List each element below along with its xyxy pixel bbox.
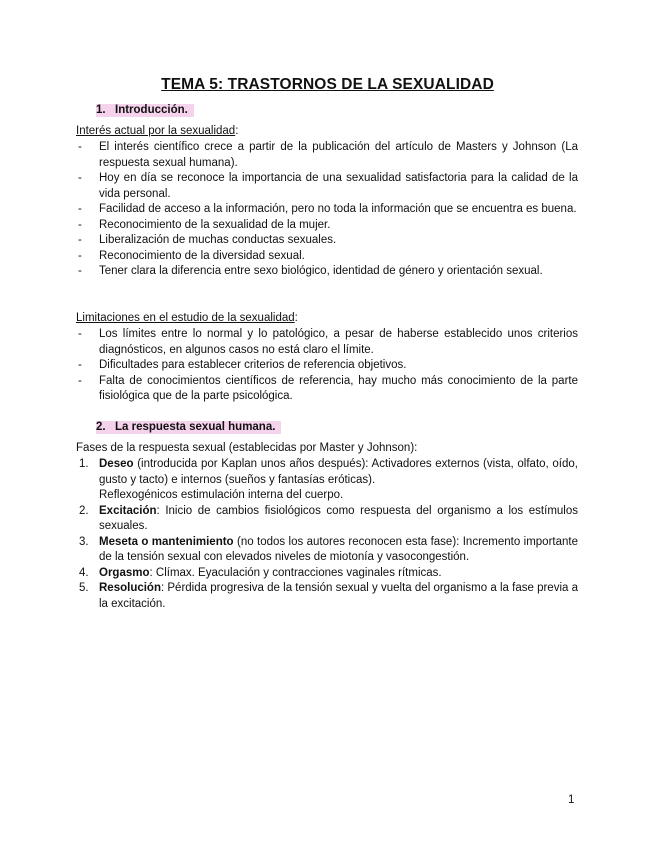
section-2-title: La respuesta sexual humana. <box>115 421 276 433</box>
list-item <box>76 171 578 202</box>
phase-text: (no todos los autores reconocen esta fase): Incremento importante de la tensión sexual con elevados niveles de miotonía y vasocongestión. <box>99 535 578 563</box>
page-number: 1 <box>568 794 575 806</box>
phase-term: Resolución <box>99 582 161 594</box>
dash-marker: - <box>78 203 82 215</box>
list-item <box>76 327 578 358</box>
phase-item-deseo <box>76 457 578 504</box>
block-limitaciones-title-text: Limitaciones en el estudio de la sexualidad <box>76 312 295 324</box>
phase-term: Excitación <box>99 504 157 517</box>
dash-marker: - <box>78 374 82 387</box>
list-item-text: El interés científico crece a partir de la publicación del artículo de Masters y Johnson (La respuesta sexual humana). <box>99 141 578 169</box>
section-2-highlight <box>96 421 281 434</box>
phase-text: : Clímax. Eyaculación y contracciones vaginales rítmicas. <box>149 566 442 579</box>
dash-marker: - <box>78 172 82 184</box>
list-item <box>76 264 578 280</box>
list-item <box>76 374 578 405</box>
block-interes-title <box>76 125 238 137</box>
block-limitaciones-title <box>76 312 298 324</box>
section-2-number: 2. <box>96 421 106 433</box>
interes-list <box>76 140 578 280</box>
phase-term: Orgasmo <box>99 566 150 579</box>
section-1-title: Introducción. <box>115 104 188 116</box>
phase-number: 2. <box>79 504 89 517</box>
list-item-text: Liberalización de muchas conductas sexuales. <box>99 234 337 246</box>
list-item-text: Hoy en día se reconoce la importancia de una sexualidad satisfactoria para la calidad de la vida personal. <box>99 172 578 200</box>
phases-list <box>76 457 578 612</box>
block-limitaciones-title-colon: : <box>294 312 298 324</box>
list-item-text: Falta de conocimientos científicos de referencia, hay mucho más conocimiento de la parte fisiológica que de la parte psicológica. <box>99 374 578 402</box>
dash-marker: - <box>78 265 82 277</box>
phase-text: : Pérdida progresiva de la tensión sexual y vuelta del organismo a la fase previa a la excitación. <box>99 582 578 610</box>
list-item <box>76 249 578 265</box>
dash-marker: - <box>78 359 82 371</box>
phase-number: 3. <box>79 535 89 548</box>
list-item-text: Tener clara la diferencia entre sexo biológico, identidad de género y orientación sexual. <box>99 265 543 277</box>
phase-number: 5. <box>79 582 89 594</box>
section-2-heading <box>96 421 281 433</box>
list-item-text: Facilidad de acceso a la información, pero no toda la información que se encuentra es buena. <box>99 203 577 215</box>
page-title: TEMA 5: TRASTORNOS DE LA SEXUALIDAD <box>161 76 494 93</box>
list-item-text: Los límites entre lo normal y lo patológico, a pesar de haberse establecido unos criterios diagnósticos, en algunos casos no está claro el límite. <box>99 328 578 356</box>
list-item-text: Reconocimiento de la diversidad sexual. <box>99 249 305 262</box>
dash-marker: - <box>78 218 82 231</box>
dash-marker: - <box>78 234 82 246</box>
section-1-number: 1. <box>96 104 106 116</box>
phase-term: Deseo <box>99 458 134 470</box>
list-item <box>76 140 578 171</box>
phase-text: (introducida por Kaplan unos años después): Activadores externos (vista, olfato, oído, gusto y tacto) e internos (sueños y fantasías eróticas). <box>99 458 578 486</box>
block-interes-title-colon: : <box>235 125 239 137</box>
block-interes-title-text: Interés actual por la sexualidad <box>76 125 236 137</box>
phase-number: 4. <box>79 566 89 579</box>
dash-marker: - <box>78 328 82 340</box>
section-1-heading <box>96 104 194 116</box>
list-item-text: Reconocimiento de la sexualidad de la mujer. <box>99 218 331 231</box>
list-item <box>76 358 578 374</box>
dash-marker: - <box>78 141 82 153</box>
phases-intro: Fases de la respuesta sexual (establecidas por Master y Johnson): <box>76 442 418 454</box>
phase-item-excitacion <box>76 504 578 535</box>
phase-item-resolucion <box>76 581 578 612</box>
phase-item-orgasmo <box>76 566 578 582</box>
phase-item-meseta <box>76 535 578 566</box>
phase-text: : Inicio de cambios fisiológicos como respuesta del organismo a los estímulos sexuales. <box>99 504 578 532</box>
list-item-text: Dificultades para establecer criterios de referencia objetivos. <box>99 359 407 371</box>
phase-term: Meseta o mantenimiento <box>99 535 234 548</box>
dash-marker: - <box>78 249 82 262</box>
list-item <box>76 202 578 218</box>
limitaciones-list <box>76 327 578 405</box>
phase-extra: Reflexogénicos estimulación interna del cuerpo. <box>99 489 344 501</box>
phase-number: 1. <box>79 458 89 470</box>
list-item <box>76 218 578 234</box>
list-item <box>76 233 578 249</box>
section-1-highlight <box>96 104 194 117</box>
